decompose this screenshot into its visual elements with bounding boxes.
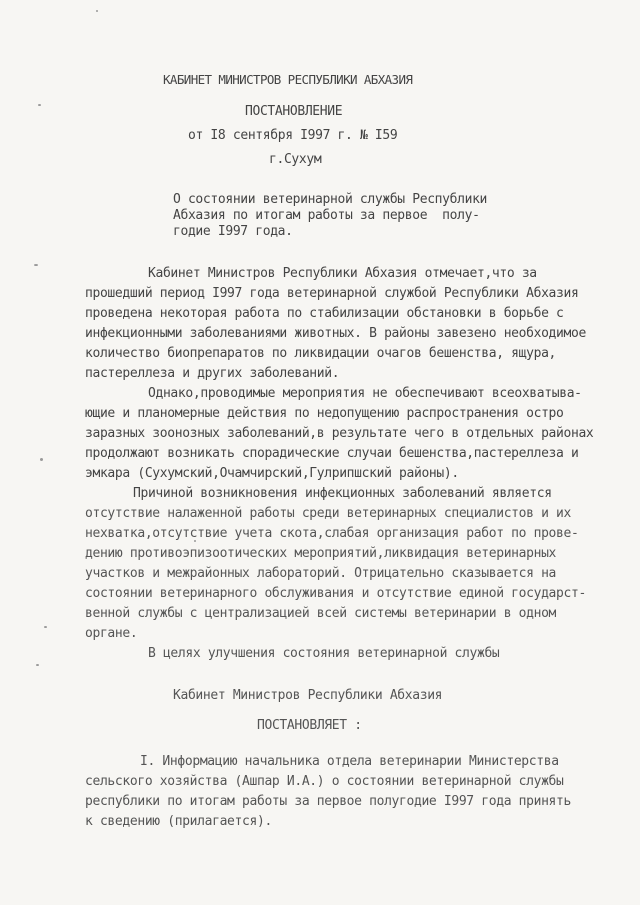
body-line: продолжают возникать спорадические случаи бешенства,пастереллеза и <box>85 446 579 461</box>
body-line: ющие и планомерные действия по недопущению распространения остро <box>85 406 564 421</box>
body-line: инфекционными заболеваниями животных. В районы завезено необходимое <box>85 326 586 341</box>
scan-speck <box>44 626 47 628</box>
city-line: г.Сухум <box>269 152 322 167</box>
body-line: проведена некоторая работа по стабилизации обстановки в борьбе с <box>85 306 564 321</box>
scan-speck <box>96 10 98 12</box>
organization-heading: КАБИНЕТ МИНИСТРОВ РЕСПУБЛИКИ АБХАЗИЯ <box>163 72 413 87</box>
body-line: В целях улучшения состояния ветеринарной службы <box>148 646 500 661</box>
item-line: I. Информацию начальника отдела ветеринарии Министерства <box>140 754 559 769</box>
body-line: эмкара (Сухумский,Очамчирский,Гулрипшский районы). <box>85 466 459 481</box>
body-line: состоянии ветеринарного обслуживания и отсутствие единой государст- <box>85 586 586 601</box>
subject-line: О состоянии ветеринарной службы Республики <box>173 192 488 207</box>
body-line: венной службы с централизацией всей системы ветеринарии в одном <box>85 606 557 621</box>
date-number-line: от I8 сентября I997 г. № I59 <box>188 128 398 143</box>
body-line: заразных зоонозных заболеваний,в результате чего в отдельных районах <box>85 426 594 441</box>
body-line: Кабинет Министров Республики Абхазия отмечает,что за <box>148 266 537 281</box>
body-line: Причиной возникновения инфекционных заболеваний является <box>133 486 552 501</box>
body-line: участков и межрайонных лабораторий. Отрицательно сказывается на <box>85 566 557 581</box>
body-line: прошедший период I997 года ветеринарной службой Республики Абхазия <box>85 286 579 301</box>
scan-speck <box>34 264 38 266</box>
body-line: отсутствие налаженной работы среди ветеринарных специалистов и их <box>85 506 571 521</box>
body-line: нехватка,отсутствие учета скота,слабая организация работ по прове- <box>85 526 579 541</box>
item-line: сельского хозяйства (Ашпар И.А.) о состоянии ветеринарной службы <box>85 774 564 789</box>
scan-speck <box>36 664 39 666</box>
subject-line: Абхазия по итогам работы за первое полу- <box>173 208 480 223</box>
body-line: дению противоэпизоотических мероприятий,ликвидация ветеринарных <box>85 546 557 561</box>
body-line: количество биопрепаратов по ликвидации очагов бешенства, ящура, <box>85 346 557 361</box>
body-line: органе. <box>85 626 138 641</box>
resolution-subject: Кабинет Министров Республики Абхазия <box>173 688 443 703</box>
resolution-heading: ПОСТАНОВЛЯЕТ : <box>257 718 362 733</box>
subject-line: годие I997 года. <box>173 224 293 239</box>
item-line: республики по итогам работы за первое полугодие I997 года принять <box>85 794 571 809</box>
body-line: пастереллеза и других заболеваний. <box>85 366 340 381</box>
scan-speck <box>40 458 43 461</box>
item-line: к сведению (прилагается). <box>85 814 272 829</box>
document-type-heading: ПОСТАНОВЛЕНИЕ <box>245 104 343 119</box>
body-line: Однако,проводимые мероприятия не обеспечивают всеохватыва- <box>148 386 582 401</box>
scan-speck <box>38 104 41 106</box>
